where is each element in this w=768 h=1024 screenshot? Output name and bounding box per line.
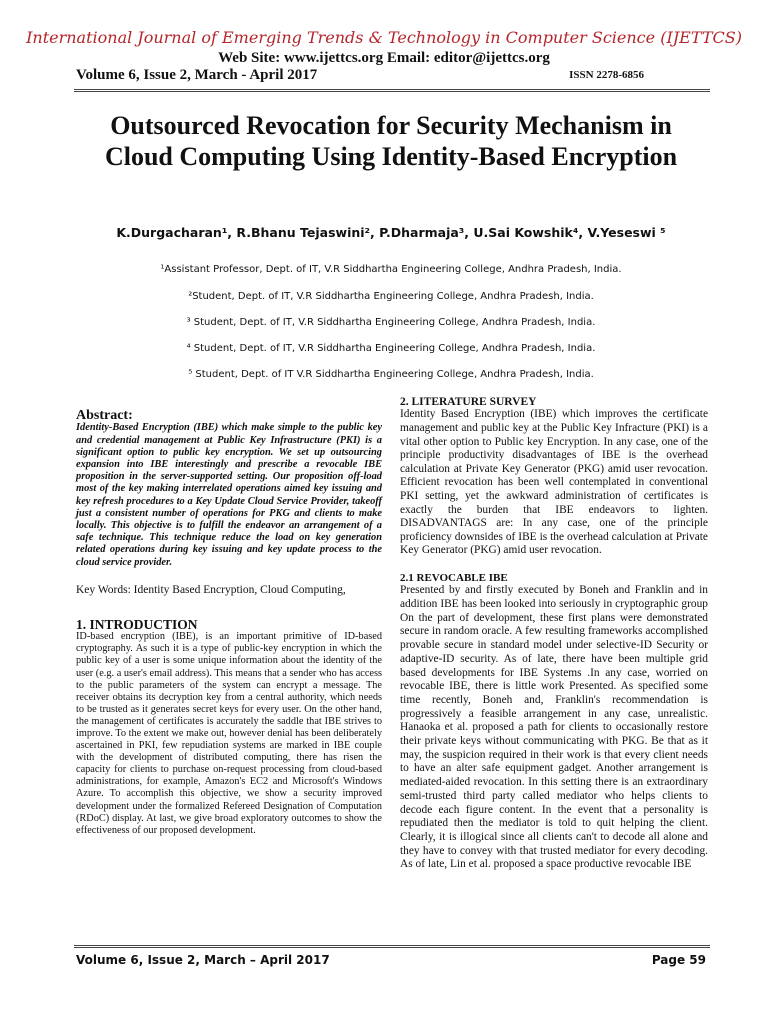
keywords: Key Words: Identity Based Encryption, Cloud Computing, xyxy=(76,583,346,596)
affiliation-4: ⁴ Student, Dept. of IT, V.R Siddhartha Engineering College, Andhra Pradesh, India. xyxy=(186,343,596,354)
abstract-heading: Abstract: xyxy=(76,408,133,423)
journal-name: International Journal of Emerging Trends & Technology in Computer Science (IJETTCS) xyxy=(26,28,742,47)
page-number: Page 59 xyxy=(651,953,706,967)
header-rule xyxy=(74,89,710,92)
literature-heading: 2. LITERATURE SURVEY xyxy=(400,396,537,408)
author-list: K.Durgacharan¹, R.Bhanu Tejaswini², P.Dharmaja³, U.Sai Kowshik⁴, V.Yeseswi ⁵ xyxy=(116,225,666,240)
affiliation-5: ⁵ Student, Dept. of IT V.R Siddhartha Engineering College, Andhra Pradesh, India. xyxy=(188,369,594,380)
affiliation-1: ¹Assistant Professor, Dept. of IT, V.R Siddhartha Engineering College, Andhra Pradesh, India. xyxy=(160,264,622,275)
literature-text: Identity Based Encryption (IBE) which improves the certificate management and public key at the Public Key Infracture (PKI) is a vital other option to Public key Encryption. In any case, one of the principle productivity disadvantages of IBE is the overhead calculation at Private Key Generator (PKG) amid user revocation. Efficient revocation has been well contemplated in conventional PKI setting, yet the awkward administration of certificates is exactly the burden that IBE endeavors to lighten. DISADVANTAGS are: In any case, one of the principle proficiency downsides of IBE is the overhead calculation at Private Key Generator (PKG) amid user revocation. xyxy=(400,408,708,557)
footer-rule xyxy=(74,945,710,948)
introduction-heading: 1. INTRODUCTION xyxy=(76,616,198,632)
footer-volume: Volume 6, Issue 2, March – April 2017 xyxy=(76,953,330,967)
header-issn: ISSN 2278-6856 xyxy=(569,69,644,81)
revocable-heading: 2.1 REVOCABLE IBE xyxy=(400,571,508,584)
introduction-text: ID-based encryption (IBE), is an important primitive of ID-based cryptography. As such it is a type of public-key encryption in which the public key of a user is some unique information about the identity of the user (e.g. a user's email address). This means that a sender who has access to the public parameters of the system can encrypt a message. The receiver obtains its decryption key from a central authority, which needs to be trusted as it generates secret keys for every user. On the other hand, the management of certificates is accurately the saddle that IBE strives to improve. To the extent we make out, however denial has been deliberately ascertained in PKI, few repudiation systems are marked in IBE couple with the development of distributed computing, there has risen the capacity for clients to purchase on-request processing from cloud-based administrations, for example, Amazon's EC2 and Microsoft's Windows Azure. To accomplish this objective, we show a security improved development under the formalized Refereed Designation of Computation (RDoC) display. At last, we give broad exploratory outcomes to show the effectiveness of our proposed development. xyxy=(76,631,382,836)
journal-website: Web Site: www.ijettcs.org Email: editor@ijettcs.org xyxy=(218,50,550,66)
affiliation-3: ³ Student, Dept. of IT, V.R Siddhartha Engineering College, Andhra Pradesh, India. xyxy=(186,317,596,328)
left-column xyxy=(76,408,382,837)
affiliation-2: ²Student, Dept. of IT, V.R Siddhartha Engineering College, Andhra Pradesh, India. xyxy=(188,291,594,302)
right-column xyxy=(400,396,708,872)
header-volume: Volume 6, Issue 2, March - April 2017 xyxy=(76,67,318,83)
abstract-text: Identity-Based Encryption (IBE) which make simple to the public key and credential management at Public Key Infrastructure (PKI) is a significant option to public key encryption. We set up outsourcing expansion into IBE interestingly and prescribe a revocable IBE proposition in the server-supported setting. Our proposition off-load most of the key making interrelated operations aimed key issuing and key refresh procedures to a Key Update Cloud Service Provider, takeoff just a consistent number of operations for PKG and clients to make locally. This objective is to fulfill the endeavor an arrangement of a safe technique. This technique reduce the load on key generation related operations during key issuing and key update process to the cloud service provider. xyxy=(76,422,382,568)
revocable-text: Presented by and firstly executed by Boneh and Franklin and in addition IBE has been looked into seriously in cryptographic group On the part of development, these first plans were demonstrated secure in random oracle. A few resulting frameworks accomplished provable secure in standard model under selective-ID Security or adaptive-ID security. As of late, there have been multiple grid based developments for IBE Systems .In any case, worried on revocable IBE, there is little work Presented. As specified some time recently, Boneh and, Franklin's recommendation is progressively a feasible arrangement in any case, unrealistic. Hanaoka et al. proposed a path for clients to occasionally restore their private keys without communicating with PKG. Be that as it may, the suspicion required in their work is that every client needs to have an alter safe equipment gadget. Another arrangement is mediated-aided revocation. In this setting there is an extraordinary semi-trusted third party called mediator who helps clients to decode each figure content. In the event that a personality is repudiated then the mediator is told to quit helping the client. Clearly, it is illogical since all clients can't to decode all alone and they have to convey with that trusted mediator for every decoding. As of late, Lin et al. proposed a space productive revocable IBE xyxy=(400,584,708,871)
paper-title: Outsourced Revocation for Security Mechanism in Cloud Computing Using Identity-Based Encryption xyxy=(104,111,678,171)
